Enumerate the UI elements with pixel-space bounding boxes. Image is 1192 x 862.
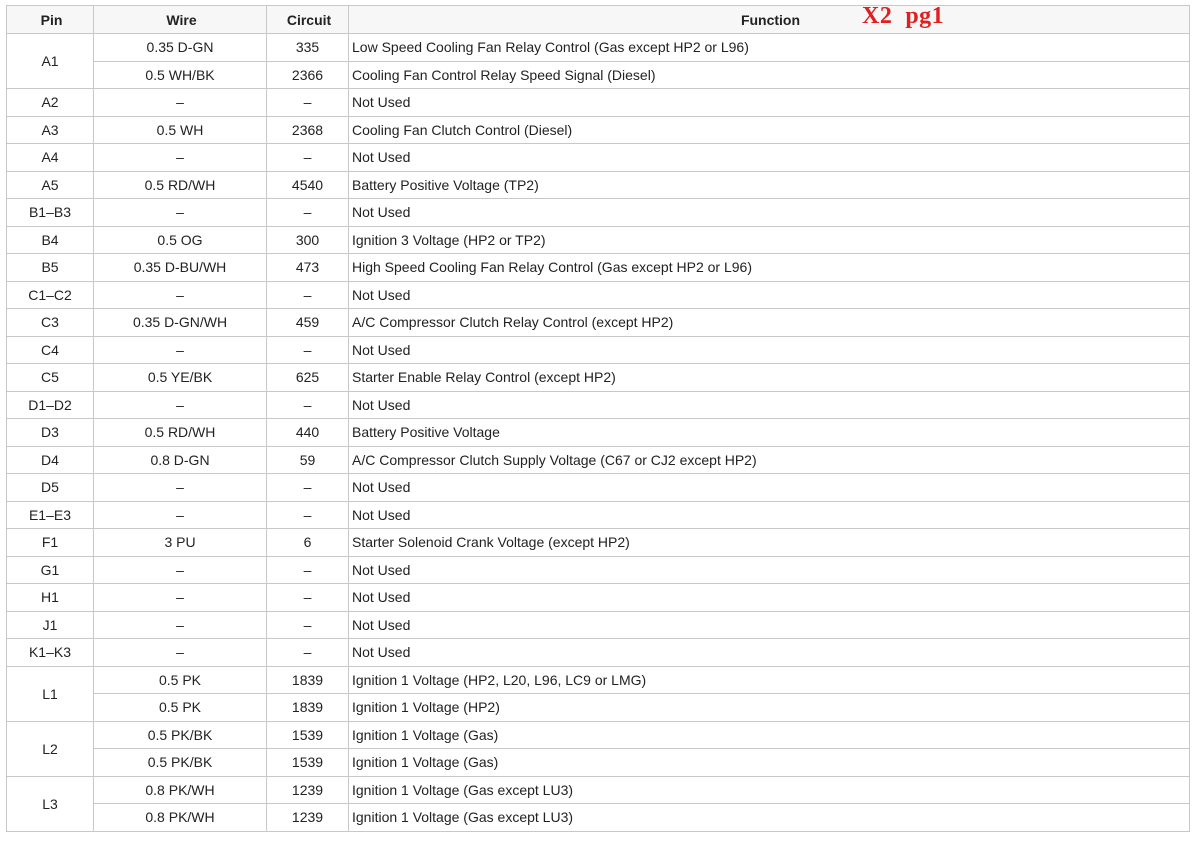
circuit-cell: 625 [267, 364, 349, 392]
pin-cell: A5 [7, 171, 94, 199]
wire-cell: – [94, 611, 267, 639]
table-row [7, 281, 1190, 309]
pin-cell: L1 [7, 666, 94, 721]
function-cell: Not Used [349, 584, 1190, 612]
wire-cell: – [94, 391, 267, 419]
table-row [7, 391, 1190, 419]
function-cell: Not Used [349, 556, 1190, 584]
wire-cell: 0.5 PK/BK [94, 749, 267, 777]
circuit-cell: 1539 [267, 749, 349, 777]
circuit-cell: – [267, 199, 349, 227]
wire-cell: 0.5 PK [94, 694, 267, 722]
function-cell: Battery Positive Voltage [349, 419, 1190, 447]
table-row [7, 89, 1190, 117]
circuit-cell: – [267, 89, 349, 117]
circuit-cell: – [267, 501, 349, 529]
circuit-cell: 1239 [267, 776, 349, 804]
function-cell: A/C Compressor Clutch Supply Voltage (C67 or CJ2 except HP2) [349, 446, 1190, 474]
table-row [7, 556, 1190, 584]
function-cell: Battery Positive Voltage (TP2) [349, 171, 1190, 199]
table-row [7, 446, 1190, 474]
wire-cell: – [94, 501, 267, 529]
pin-cell: E1–E3 [7, 501, 94, 529]
wire-cell: 0.35 D-BU/WH [94, 254, 267, 282]
table-body [7, 34, 1190, 832]
pin-cell: A4 [7, 144, 94, 172]
wire-cell: 0.5 PK/BK [94, 721, 267, 749]
table-row [7, 584, 1190, 612]
pinout-table [6, 5, 1190, 832]
circuit-cell: – [267, 391, 349, 419]
wire-cell: – [94, 584, 267, 612]
wire-cell: 3 PU [94, 529, 267, 557]
wire-cell: 0.5 WH/BK [94, 61, 267, 89]
pin-cell: L2 [7, 721, 94, 776]
wire-cell: 0.5 OG [94, 226, 267, 254]
pin-cell: A3 [7, 116, 94, 144]
circuit-cell: 459 [267, 309, 349, 337]
function-cell: Not Used [349, 639, 1190, 667]
circuit-cell: 2366 [267, 61, 349, 89]
function-cell: Ignition 1 Voltage (Gas) [349, 749, 1190, 777]
pin-cell: H1 [7, 584, 94, 612]
circuit-cell: 4540 [267, 171, 349, 199]
circuit-cell: – [267, 584, 349, 612]
pin-cell: B1–B3 [7, 199, 94, 227]
pin-cell: G1 [7, 556, 94, 584]
circuit-cell: 473 [267, 254, 349, 282]
table-row [7, 364, 1190, 392]
wire-cell: 0.5 RD/WH [94, 171, 267, 199]
function-cell: High Speed Cooling Fan Relay Control (Gas except HP2 or L96) [349, 254, 1190, 282]
circuit-cell: 6 [267, 529, 349, 557]
table-row [7, 804, 1190, 832]
pin-cell: C3 [7, 309, 94, 337]
table-row [7, 749, 1190, 777]
function-cell: Not Used [349, 281, 1190, 309]
function-cell: Low Speed Cooling Fan Relay Control (Gas except HP2 or L96) [349, 34, 1190, 62]
table-row [7, 529, 1190, 557]
circuit-cell: – [267, 611, 349, 639]
header-row [7, 6, 1190, 34]
function-cell: Not Used [349, 144, 1190, 172]
function-cell: Ignition 3 Voltage (HP2 or TP2) [349, 226, 1190, 254]
table-row [7, 61, 1190, 89]
table-row [7, 776, 1190, 804]
circuit-cell: 1839 [267, 666, 349, 694]
table-row [7, 336, 1190, 364]
circuit-cell: 1839 [267, 694, 349, 722]
function-cell: Not Used [349, 199, 1190, 227]
pin-cell: K1–K3 [7, 639, 94, 667]
circuit-cell: 300 [267, 226, 349, 254]
table-row [7, 226, 1190, 254]
table-row [7, 721, 1190, 749]
wire-cell: 0.8 D-GN [94, 446, 267, 474]
table-row [7, 501, 1190, 529]
circuit-cell: 440 [267, 419, 349, 447]
table-row [7, 34, 1190, 62]
table-row [7, 694, 1190, 722]
table-row [7, 199, 1190, 227]
wire-cell: 0.35 D-GN [94, 34, 267, 62]
header-circuit: Circuit [267, 6, 349, 34]
header-pin: Pin [7, 6, 94, 34]
header-function: Function [349, 6, 1190, 34]
function-cell: Cooling Fan Clutch Control (Diesel) [349, 116, 1190, 144]
circuit-cell: – [267, 336, 349, 364]
circuit-cell: – [267, 144, 349, 172]
function-cell: Not Used [349, 501, 1190, 529]
function-cell: Ignition 1 Voltage (Gas except LU3) [349, 804, 1190, 832]
table-row [7, 254, 1190, 282]
header-wire: Wire [94, 6, 267, 34]
pin-cell: F1 [7, 529, 94, 557]
pin-cell: J1 [7, 611, 94, 639]
wire-cell: – [94, 474, 267, 502]
table-row [7, 474, 1190, 502]
pin-cell: A1 [7, 34, 94, 89]
circuit-cell: 1239 [267, 804, 349, 832]
pin-cell: D3 [7, 419, 94, 447]
pin-cell: A2 [7, 89, 94, 117]
function-cell: Starter Solenoid Crank Voltage (except HP2) [349, 529, 1190, 557]
wire-cell: – [94, 336, 267, 364]
pin-cell: D5 [7, 474, 94, 502]
circuit-cell: 2368 [267, 116, 349, 144]
pin-cell: C5 [7, 364, 94, 392]
table-row [7, 419, 1190, 447]
function-cell: Not Used [349, 611, 1190, 639]
function-cell: Cooling Fan Control Relay Speed Signal (Diesel) [349, 61, 1190, 89]
pin-cell: D4 [7, 446, 94, 474]
table-row [7, 171, 1190, 199]
pin-cell: C4 [7, 336, 94, 364]
wire-cell: – [94, 556, 267, 584]
pin-cell: B5 [7, 254, 94, 282]
wire-cell: 0.8 PK/WH [94, 804, 267, 832]
circuit-cell: – [267, 556, 349, 584]
handwritten-annotation: X2 pg1 [862, 3, 945, 29]
wire-cell: 0.5 PK [94, 666, 267, 694]
pin-cell: B4 [7, 226, 94, 254]
pin-cell: C1–C2 [7, 281, 94, 309]
table-row [7, 666, 1190, 694]
circuit-cell: – [267, 474, 349, 502]
circuit-cell: 335 [267, 34, 349, 62]
function-cell: Not Used [349, 391, 1190, 419]
wire-cell: – [94, 199, 267, 227]
wire-cell: 0.8 PK/WH [94, 776, 267, 804]
wire-cell: – [94, 281, 267, 309]
function-cell: Ignition 1 Voltage (HP2) [349, 694, 1190, 722]
function-cell: Not Used [349, 336, 1190, 364]
wire-cell: 0.5 RD/WH [94, 419, 267, 447]
table-row [7, 144, 1190, 172]
function-cell: Starter Enable Relay Control (except HP2) [349, 364, 1190, 392]
pin-cell: D1–D2 [7, 391, 94, 419]
circuit-cell: – [267, 281, 349, 309]
table-row [7, 309, 1190, 337]
function-cell: Not Used [349, 474, 1190, 502]
wire-cell: 0.35 D-GN/WH [94, 309, 267, 337]
function-cell: Ignition 1 Voltage (Gas except LU3) [349, 776, 1190, 804]
table-row [7, 611, 1190, 639]
function-cell: A/C Compressor Clutch Relay Control (except HP2) [349, 309, 1190, 337]
wire-cell: – [94, 89, 267, 117]
wire-cell: – [94, 144, 267, 172]
wire-cell: 0.5 YE/BK [94, 364, 267, 392]
function-cell: Ignition 1 Voltage (Gas) [349, 721, 1190, 749]
function-cell: Not Used [349, 89, 1190, 117]
circuit-cell: – [267, 639, 349, 667]
table-row [7, 116, 1190, 144]
function-cell: Ignition 1 Voltage (HP2, L20, L96, LC9 or LMG) [349, 666, 1190, 694]
circuit-cell: 59 [267, 446, 349, 474]
table-row [7, 639, 1190, 667]
wire-cell: – [94, 639, 267, 667]
circuit-cell: 1539 [267, 721, 349, 749]
pin-cell: L3 [7, 776, 94, 831]
wire-cell: 0.5 WH [94, 116, 267, 144]
